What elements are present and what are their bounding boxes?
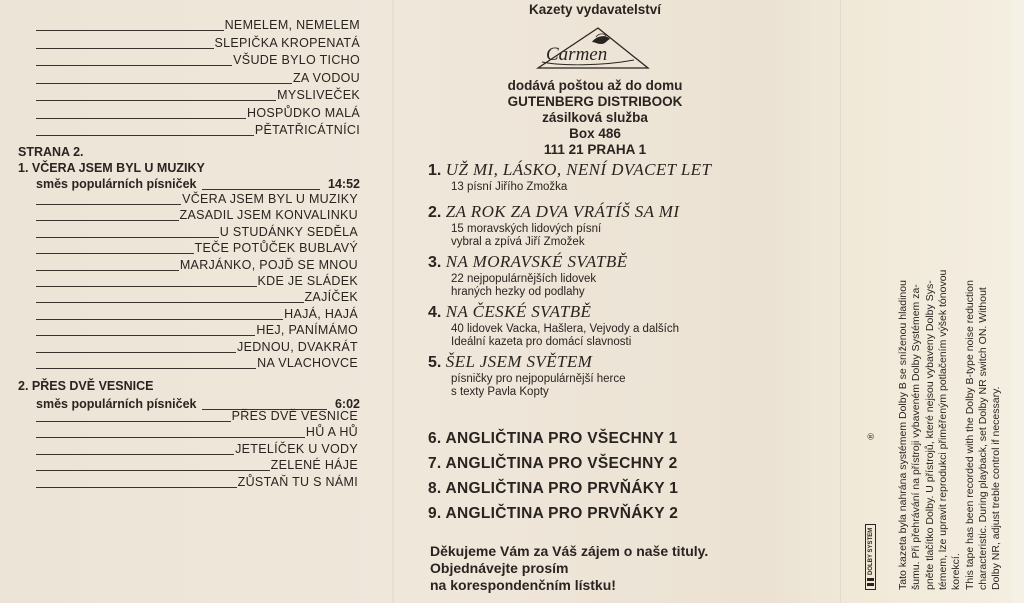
leader-rule: [36, 352, 236, 353]
track-row: [36, 307, 358, 322]
language-course-title: 8. ANGLIČTINA PRO PRVŇÁKY 1: [428, 480, 679, 497]
leader-rule: [36, 30, 224, 31]
dolby-logo: [865, 524, 876, 590]
language-course-title: 7. ANGLIČTINA PRO VŠECHNY 2: [428, 455, 678, 472]
address-line: Box 486: [569, 126, 621, 141]
catalog-description: s texty Pavla Kopty: [451, 386, 549, 398]
dolby-badge-text: DOLBY SYSTEM: [867, 527, 874, 575]
catalog-description: písničky pro nejpopulárnější herce: [451, 373, 626, 385]
track-title: NA VLACHOVCE: [257, 356, 358, 370]
track-row: [36, 241, 358, 256]
track-title: SLEPIČKA KROPENATÁ: [214, 35, 360, 50]
catalog-title: ZA ROK ZA DVA VRÁTÍŠ SA MI: [445, 202, 680, 221]
catalog-number: 4.: [428, 304, 446, 321]
track-row: [36, 88, 360, 103]
track-title: ZELENÉ HÁJE: [270, 458, 358, 473]
track-row: [36, 425, 358, 440]
catalog-description: 22 nejpopulárnějších lidovek: [451, 273, 597, 285]
dolby-text-line: characteristic. During playback, set Dolby NR switch ON. Without: [976, 287, 989, 590]
spine-edge: [1012, 0, 1024, 603]
leader-rule: [36, 253, 194, 254]
thanks-line: Objednávejte prosím: [430, 560, 569, 576]
track-row: [36, 106, 360, 121]
address-line: GUTENBERG DISTRIBOOK: [507, 94, 683, 109]
logo-wordmark: Carmen: [546, 44, 608, 65]
dolby-badge-row: [865, 433, 876, 590]
track-row: [36, 192, 358, 207]
leader-rule: [36, 437, 305, 438]
catalog-title: NA MORAVSKÉ SVATBĚ: [445, 252, 628, 271]
dolby-text-line: korekcí.: [950, 553, 963, 590]
leader-rule: [36, 100, 276, 101]
leader-rule: [36, 237, 219, 238]
leader-rule: [36, 302, 304, 303]
track-row: [36, 409, 358, 424]
leader-rule: [36, 368, 256, 369]
track-title: JEDNOU, DVAKRÁT: [237, 339, 358, 354]
leader-rule: [36, 118, 246, 119]
track-title: TEČE POTŮČEK BUBLAVÝ: [194, 241, 358, 256]
leader-rule: [36, 135, 254, 136]
leader-rule: [36, 270, 179, 271]
thanks-message: [430, 543, 708, 594]
leader-rule: [36, 83, 292, 84]
catalog-description: 40 lidovek Vacka, Hašlera, Vejvody a dalších: [451, 323, 679, 335]
language-course-title: 6. ANGLIČTINA PRO VŠECHNY 1: [428, 430, 678, 447]
catalog-title: UŽ MI, LÁSKO, NENÍ DVACET LET: [445, 160, 712, 179]
track-title: MYSLIVEČEK: [277, 88, 360, 102]
catalog-description: vybral a zpívá Jiří Zmožek: [451, 236, 585, 248]
catalog-number: 5.: [428, 354, 446, 371]
leader-rule: [36, 335, 255, 336]
catalog-item: [428, 252, 627, 272]
medley-2-title: 2. PŘES DVĚ VESNICE: [18, 379, 154, 393]
dolby-text-line: Tato kazeta byla nahrána systémem Dolby B se sníženou hladinou: [897, 280, 909, 590]
track-title: ZŮSTAŇ TU S NÁMI: [237, 474, 358, 489]
leader-rule: [36, 319, 283, 320]
medley-2-subtitle: směs populárních písniček: [36, 397, 197, 411]
track-title: NEMELEM, NEMELEM: [224, 18, 360, 32]
dolby-text-line: pněte tlačítko Dolby. U přístrojů, které nejsou vybaveny Dolby Sys-: [923, 280, 936, 590]
leader-rule: [36, 454, 234, 455]
catalog-number: 2.: [428, 204, 446, 221]
track-title: HAJÁ, HAJÁ: [284, 306, 358, 321]
leader-rule: [36, 204, 181, 205]
track-title: ZAJÍČEK: [304, 290, 358, 305]
registered-mark: ®: [865, 433, 876, 440]
track-title: PĚTATŘICÁTNÍCI: [254, 123, 360, 137]
catalog-description: 15 moravských lidových písní: [451, 223, 602, 235]
catalog-description: hraných hezky od podlahy: [451, 286, 585, 298]
leader-rule: [36, 421, 231, 422]
catalog-item: [428, 160, 711, 180]
leader-rule: [36, 220, 179, 221]
track-title: U STUDÁNKY SEDĚLA: [219, 224, 358, 239]
leader-rule: [36, 487, 237, 488]
dolby-text-line: šumu. Při přehrávání na přístroji vybaveném Dolby Systémem za-: [910, 284, 923, 590]
track-title: ZASADIL JSEM KONVALINKU: [179, 208, 358, 223]
track-title: VŠUDE BYLO TICHO: [233, 53, 360, 67]
medley-1-time: 14:52: [328, 177, 360, 191]
track-row: [36, 356, 358, 371]
track-row: [36, 123, 360, 138]
fold-line: [840, 0, 841, 603]
fold-line: [392, 0, 394, 603]
track-row: [36, 475, 358, 490]
dolby-text-line: témem, lze upravit reprodukci přiměřeným potlačením výšek tónovou: [936, 269, 949, 590]
catalog-number: 1.: [428, 162, 446, 179]
track-row: [36, 323, 358, 338]
language-course-title: 9. ANGLIČTINA PRO PRVŇÁKY 2: [428, 505, 679, 522]
catalog-item: [428, 302, 591, 322]
leader-rule: [36, 48, 214, 49]
catalog-number: 3.: [428, 254, 446, 271]
track-row: [36, 274, 358, 289]
catalog-item: [428, 352, 592, 372]
track-row: [36, 208, 358, 223]
leader-rule: [202, 189, 320, 190]
thanks-line: Děkujeme Vám za Váš zájem o naše tituly.: [430, 543, 709, 559]
catalog-title: ŠEL JSEM SVĚTEM: [445, 352, 593, 371]
track-row: [36, 53, 360, 68]
thanks-line: na korespondenčním lístku!: [430, 577, 616, 593]
address-line: zásilková služba: [542, 110, 648, 125]
address-line: 111 21 PRAHA 1: [543, 142, 647, 157]
dolby-text-line: This tape has been recorded with the Dolby B-type noise reduction: [963, 280, 976, 590]
track-row: [36, 18, 360, 33]
medley-2-time: 6:02: [334, 397, 360, 411]
track-title: VČERA JSEM BYL U MUZIKY: [182, 192, 358, 206]
leader-rule: [36, 470, 270, 471]
carmen-logo: [532, 24, 652, 72]
track-row: [36, 442, 358, 457]
catalog-title: NA ČESKÉ SVATBĚ: [445, 302, 592, 321]
track-title: MARJÁNKO, POJĎ SE MNOU: [179, 257, 358, 272]
track-row: [36, 71, 360, 86]
publisher-heading: Kazety vydavatelství: [528, 2, 662, 17]
leader-rule: [36, 286, 257, 287]
catalog-item: [428, 202, 679, 222]
track-row: [36, 340, 358, 355]
track-title: HEJ, PANÍMÁMO: [256, 323, 358, 338]
track-title: HŮ A HŮ: [305, 425, 358, 440]
medley-1-title: 1. VČERA JSEM BYL U MUZIKY: [18, 161, 205, 175]
dolby-text-line: Dolby NR, adjust treble control if necessary.: [990, 386, 1003, 590]
track-row: [36, 290, 358, 305]
side-b-heading: STRANA 2.: [18, 145, 84, 159]
track-title: JETELÍČEK U VODY: [235, 441, 358, 456]
track-title: KDE JE SLÁDEK: [257, 274, 358, 288]
track-title: PŘES DVĚ VESNICE: [231, 409, 358, 423]
track-title: ZA VODOU: [293, 70, 360, 85]
track-row: [36, 458, 358, 473]
medley-1-subtitle-row: [36, 177, 360, 192]
address-line: dodává poštou až do domu: [507, 78, 683, 93]
leader-rule: [36, 65, 232, 66]
track-row: [36, 36, 360, 51]
track-row: [36, 258, 358, 273]
catalog-description: Ideální kazeta pro domácí slavnosti: [451, 336, 632, 348]
track-row: [36, 225, 358, 240]
catalog-description: 13 písní Jiřího Zmožka: [451, 181, 568, 193]
track-title: HOSPŮDKO MALÁ: [247, 105, 360, 120]
dolby-double-d-icon: [867, 578, 874, 586]
medley-1-subtitle: směs populárních písniček: [36, 177, 197, 191]
